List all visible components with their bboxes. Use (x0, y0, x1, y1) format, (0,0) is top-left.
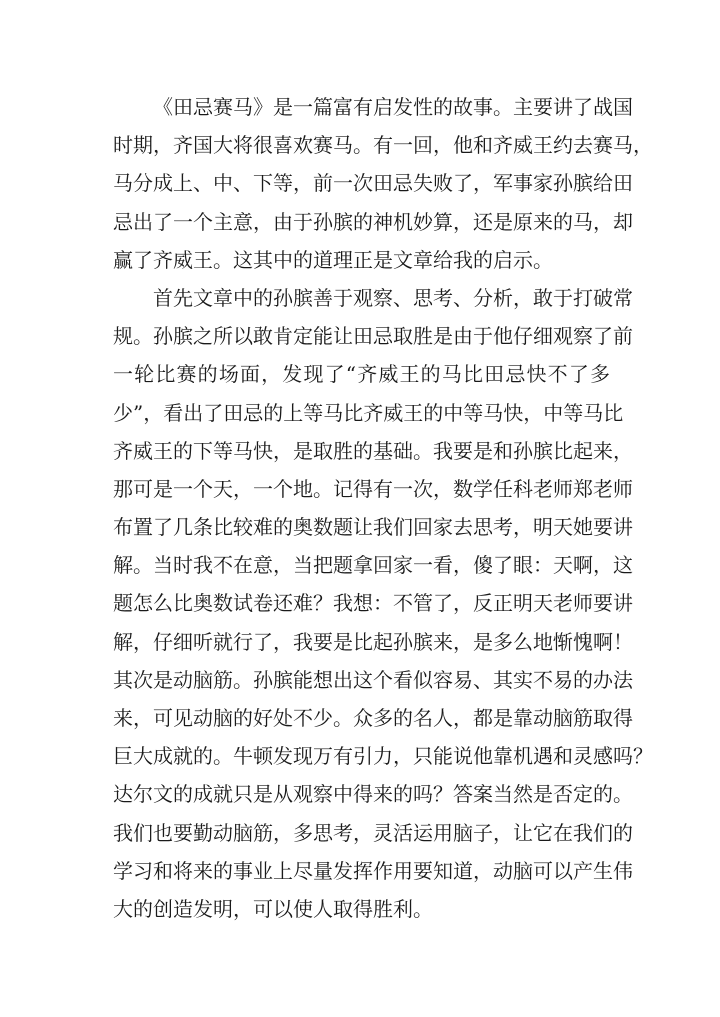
paragraph-line: 《田忌赛马》是一篇富有启发性的故事。主要讲了战国 (153, 95, 633, 119)
paragraph-line: 大的创造发明，可以使人取得胜利。 (113, 896, 433, 921)
paragraph-line: 布置了几条比较难的奥数题让我们回家去思考，明天她要讲 (113, 515, 633, 540)
paragraph-line: 达尔文的成就只是从观察中得来的吗？答案当然是否定的。 (113, 782, 633, 807)
paragraph-line: 少”，看出了田忌的上等马比齐威王的中等马快，中等马比 (113, 400, 624, 425)
paragraph-line: 题怎么比奥数试卷还难？我想：不管了，反正明天老师要讲 (113, 591, 633, 616)
paragraph-line: 赢了齐威王。这其中的道理正是文章给我的启示。 (113, 247, 553, 272)
paragraph-line: 解，仔细听就行了，我要是比起孙膑来，是多么地惭愧啊！ (113, 629, 633, 654)
paragraph-line: 来，可见动脑的好处不少。众多的名人，都是靠动脑筋取得 (113, 706, 633, 730)
paragraph-line: 我们也要勤动脑筋，多思考，灵活运用脑子，让它在我们的 (113, 820, 633, 845)
paragraph-line: 其次是动脑筋。孙膑能想出这个看似容易、其实不易的办法 (113, 667, 633, 692)
paragraph-line: 首先文章中的孙膑善于观察、思考、分析，敢于打破常 (153, 285, 633, 310)
paragraph-2 (113, 279, 633, 661)
paragraph-line: 一轮比赛的场面，发现了“齐威王的马比田忌快不了多 (113, 362, 610, 387)
paragraph-1 (113, 88, 653, 279)
paragraph-line: 规。孙膑之所以敢肯定能让田忌取胜是由于他仔细观察了前 (113, 324, 633, 349)
paragraph-line: 巨大成就的。牛顿发现万有引力，只能说他靠机遇和灵感吗？ (113, 744, 653, 769)
paragraph-line: 时期，齐国大将很喜欢赛马。有一回，他和齐威王约去赛马， (113, 133, 653, 158)
paragraph-line: 解。当时我不在意，当把题拿回家一看，傻了眼：天啊，这 (113, 553, 633, 578)
paragraph-line: 马分成上、中、下等，前一次田忌失败了，军事家孙膑给田 (113, 171, 633, 196)
essay-body (113, 88, 653, 928)
paragraph-3 (113, 661, 653, 928)
paragraph-line: 学习和将来的事业上尽量发挥作用要知道，动脑可以产生伟 (113, 858, 633, 883)
paragraph-line: 齐威王的下等马快，是取胜的基础。我要是和孙膑比起来， (113, 438, 633, 463)
paragraph-line: 忌出了一个主意，由于孙膑的神机妙算，还是原来的马，却 (113, 209, 633, 234)
paragraph-line: 那可是一个天，一个地。记得有一次，数学任科老师郑老师 (113, 476, 633, 501)
